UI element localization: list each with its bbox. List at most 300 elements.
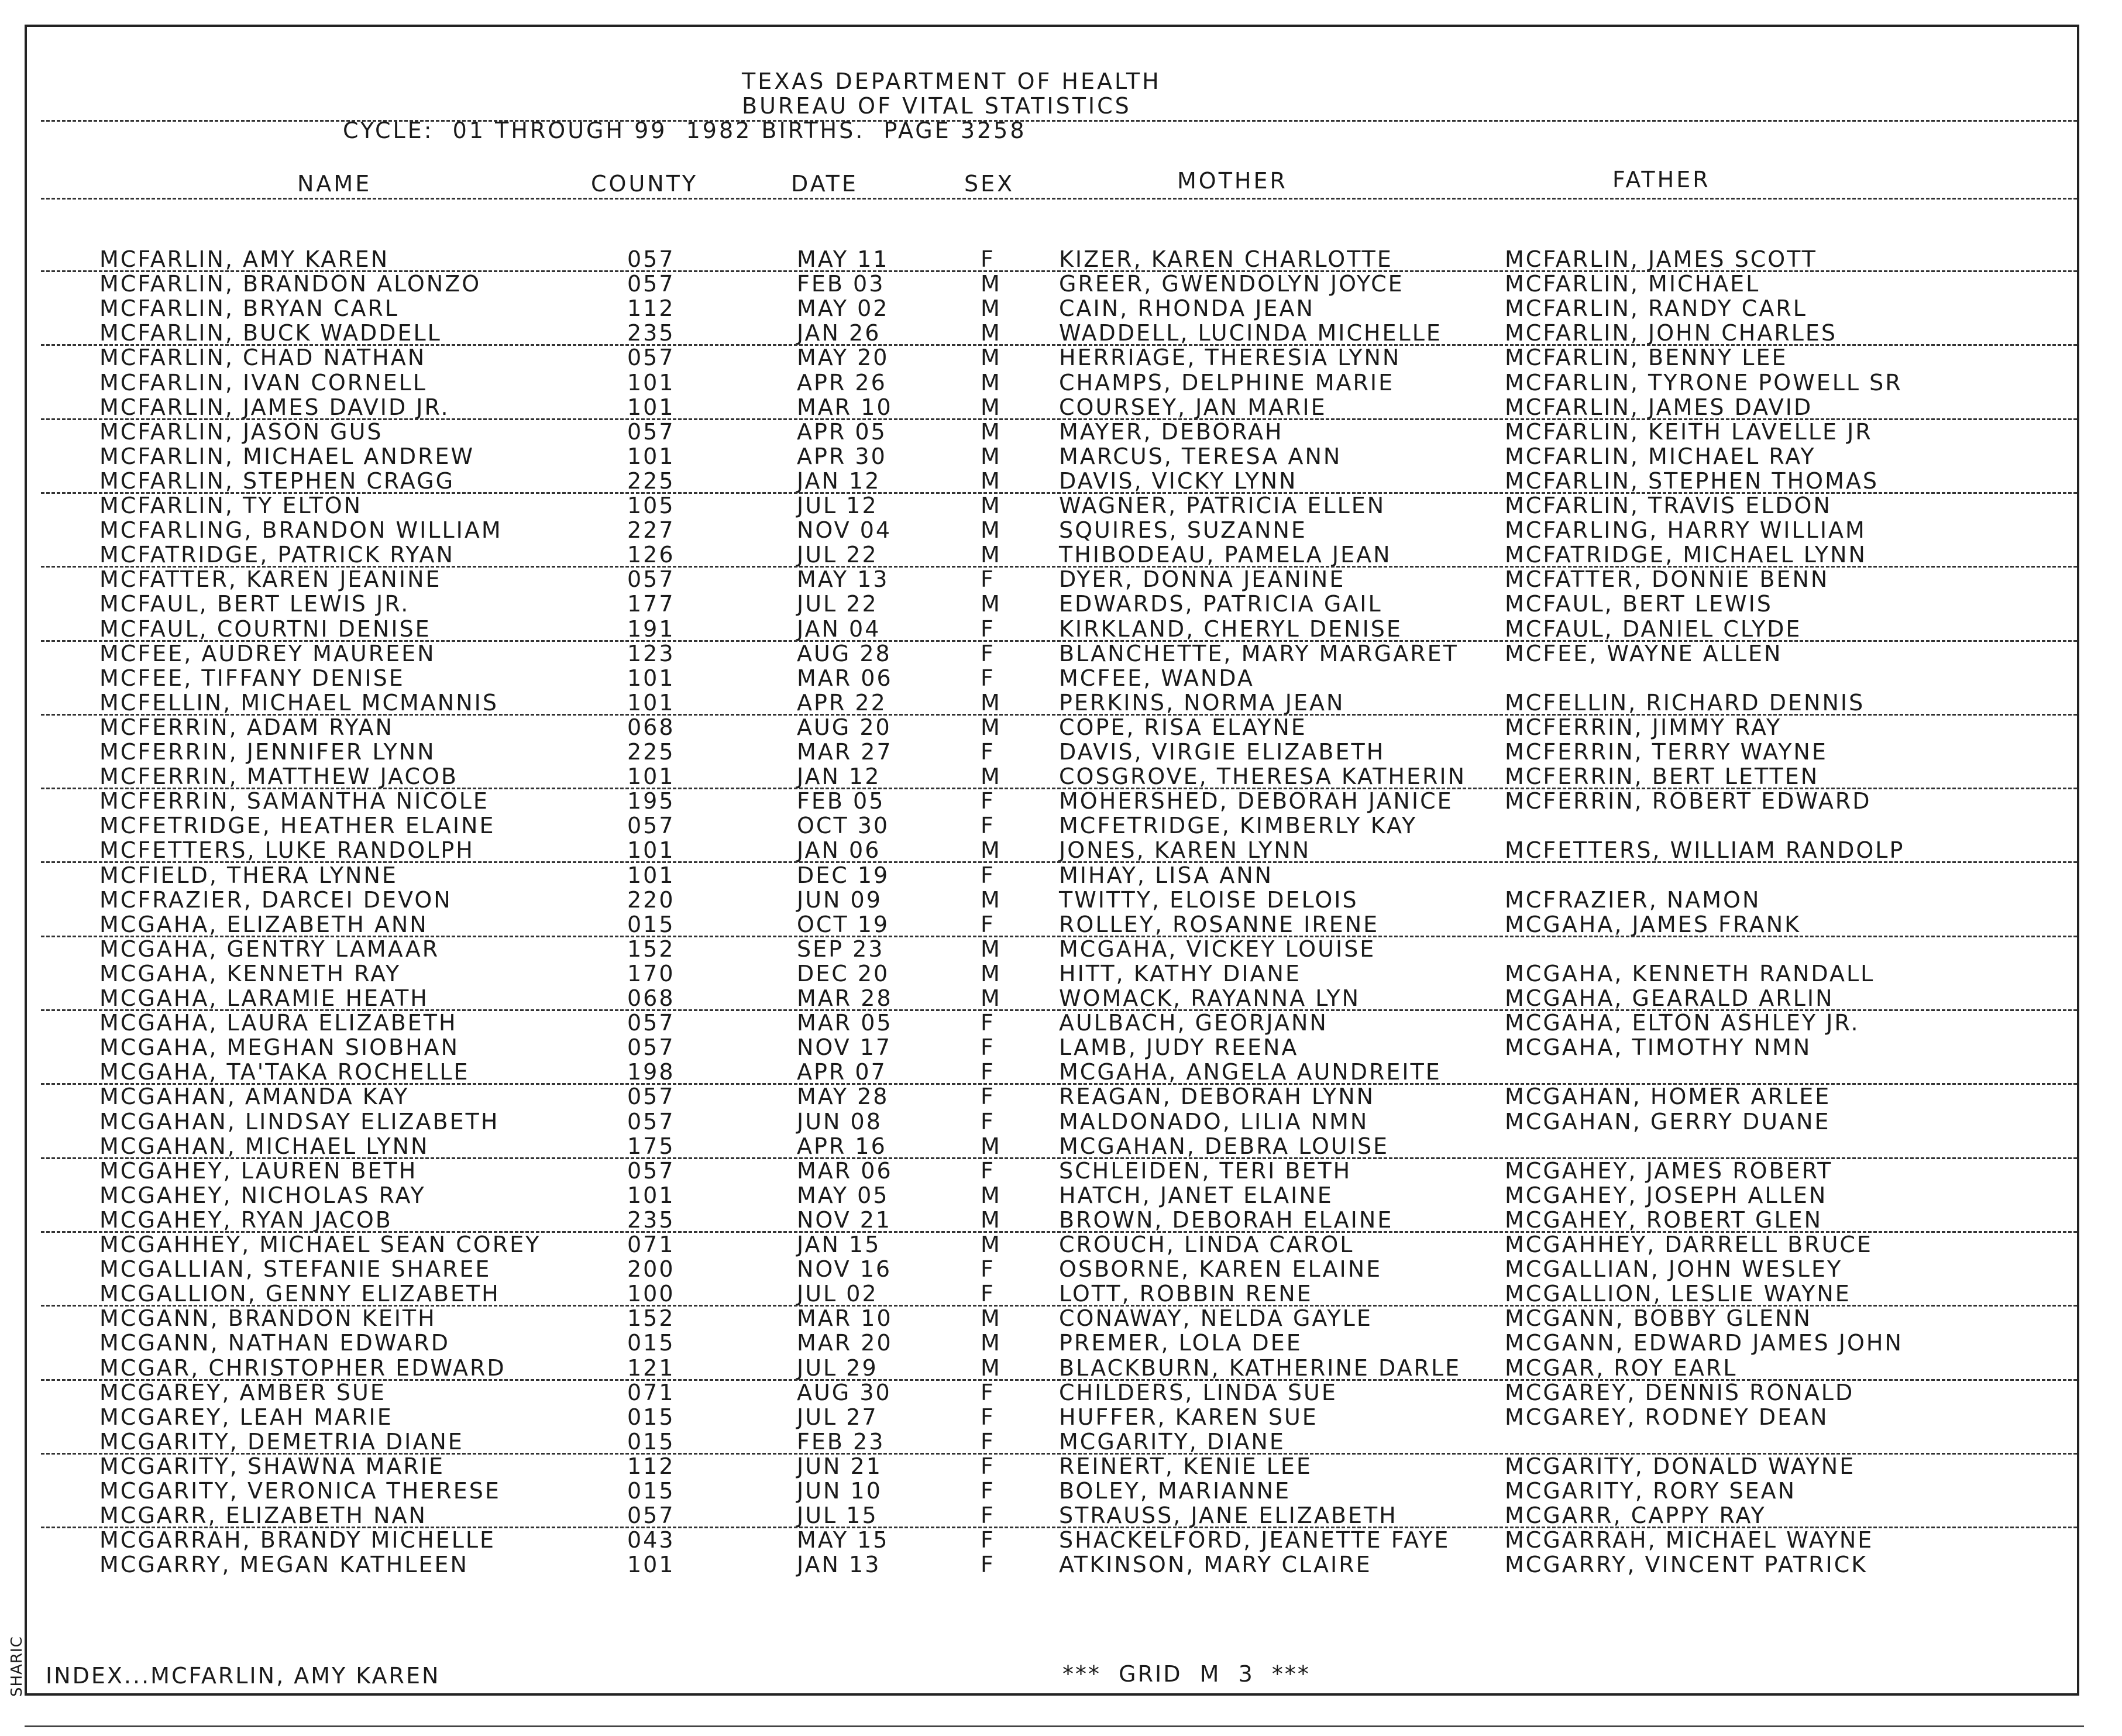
cell-sex: F: [981, 1109, 995, 1135]
cell-name: MCGARITY, DEMETRIA DIANE: [99, 1429, 464, 1455]
cell-name: MCFERRIN, JENNIFER LYNN: [99, 739, 436, 765]
col-header-county: COUNTY: [591, 171, 699, 197]
cell-sex: M: [981, 591, 1002, 617]
cell-sex: M: [981, 1232, 1002, 1257]
cell-sex: M: [981, 320, 1002, 346]
cell-name: MCFARLING, BRANDON WILLIAM: [99, 517, 503, 543]
cell-mother: WOMACK, RAYANNA LYN: [1059, 985, 1361, 1011]
cell-county: 101: [627, 837, 675, 863]
cell-father: MCGAHAN, GERRY DUANE: [1505, 1109, 1831, 1135]
cell-date: FEB 23: [797, 1429, 885, 1455]
cell-father: MCFRAZIER, NAMON: [1505, 887, 1761, 913]
cell-county: 101: [627, 862, 675, 888]
cell-name: MCGAHEY, LAUREN BETH: [99, 1158, 418, 1184]
cell-name: MCGAHAN, AMANDA KAY: [99, 1084, 410, 1109]
cell-mother: GREER, GWENDOLYN JOYCE: [1059, 271, 1404, 297]
cell-date: SEP 23: [797, 936, 885, 962]
cell-county: 057: [627, 246, 675, 272]
cell-date: NOV 04: [797, 517, 892, 543]
cell-name: MCGAHHEY, MICHAEL SEAN COREY: [99, 1232, 541, 1257]
cell-county: 101: [627, 394, 675, 420]
cell-date: JAN 12: [797, 764, 881, 789]
cell-father: MCFATRIDGE, MICHAEL LYNN: [1505, 542, 1867, 568]
cell-mother: MARCUS, TERESA ANN: [1059, 444, 1342, 469]
cell-father: MCGARRAH, MICHAEL WAYNE: [1505, 1527, 1874, 1553]
cell-mother: DAVIS, VIRGIE ELIZABETH: [1059, 739, 1385, 765]
cell-county: 057: [627, 1010, 675, 1036]
cell-county: 121: [627, 1355, 675, 1381]
cell-county: 057: [627, 1084, 675, 1109]
cell-name: MCFEE, TIFFANY DENISE: [99, 665, 405, 691]
cell-sex: M: [981, 468, 1002, 494]
cell-county: 191: [627, 616, 675, 642]
cell-county: 123: [627, 641, 675, 666]
cell-mother: MAYER, DEBORAH: [1059, 419, 1284, 445]
cell-father: MCFARLIN, RANDY CARL: [1505, 295, 1807, 321]
cell-sex: F: [981, 1453, 995, 1479]
cell-date: APR 30: [797, 444, 887, 469]
cell-date: NOV 17: [797, 1034, 892, 1060]
cell-sex: M: [981, 517, 1002, 543]
cell-date: JUN 08: [797, 1109, 882, 1135]
cell-sex: F: [981, 1552, 995, 1577]
cell-name: MCGAREY, LEAH MARIE: [99, 1404, 393, 1430]
cell-sex: M: [981, 936, 1002, 962]
col-header-sex: SEX: [964, 171, 1015, 197]
cell-name: MCGANN, NATHAN EDWARD: [99, 1330, 450, 1356]
cell-date: MAR 10: [797, 1305, 893, 1331]
cell-mother: CHAMPS, DELPHINE MARIE: [1059, 370, 1395, 396]
cell-sex: F: [981, 1256, 995, 1282]
cell-date: NOV 16: [797, 1256, 892, 1282]
cell-father: MCFAUL, BERT LEWIS: [1505, 591, 1773, 617]
cell-county: 057: [627, 1503, 675, 1528]
cell-county: 195: [627, 788, 675, 814]
cell-mother: COPE, RISA ELAYNE: [1059, 714, 1307, 740]
cell-father: MCGAREY, RODNEY DEAN: [1505, 1404, 1829, 1430]
cell-name: MCGAHA, TA'TAKA ROCHELLE: [99, 1059, 470, 1085]
cell-father: MCGAHA, ELTON ASHLEY JR.: [1505, 1010, 1860, 1036]
cell-father: MCGAHA, KENNETH RANDALL: [1505, 961, 1875, 986]
cell-name: MCGARRY, MEGAN KATHLEEN: [99, 1552, 469, 1577]
cell-sex: F: [981, 739, 995, 765]
cell-mother: KIRKLAND, CHERYL DENISE: [1059, 616, 1402, 642]
cell-mother: EDWARDS, PATRICIA GAIL: [1059, 591, 1382, 617]
cell-name: MCFARLIN, MICHAEL ANDREW: [99, 444, 475, 469]
cell-name: MCFAUL, BERT LEWIS JR.: [99, 591, 410, 617]
cell-date: MAR 10: [797, 394, 893, 420]
cell-date: OCT 30: [797, 813, 890, 838]
cell-mother: DYER, DONNA JEANINE: [1059, 566, 1346, 592]
cell-sex: M: [981, 1305, 1002, 1331]
cell-county: 057: [627, 1158, 675, 1184]
cell-name: MCGAHEY, RYAN JACOB: [99, 1207, 393, 1233]
cell-name: MCGAHA, ELIZABETH ANN: [99, 912, 428, 937]
cell-father: MCFARLIN, TYRONE POWELL SR: [1505, 370, 1903, 396]
cell-date: JUL 29: [797, 1355, 878, 1381]
col-header-date: DATE: [791, 171, 858, 197]
cell-date: MAY 02: [797, 295, 889, 321]
cell-father: MCFERRIN, ROBERT EDWARD: [1505, 788, 1872, 814]
cell-county: 057: [627, 566, 675, 592]
cell-sex: M: [981, 1207, 1002, 1233]
cell-county: 100: [627, 1281, 675, 1307]
cell-sex: F: [981, 813, 995, 838]
cell-date: MAY 05: [797, 1182, 889, 1208]
cell-mother: LOTT, ROBBIN RENE: [1059, 1281, 1313, 1307]
cell-mother: KIZER, KAREN CHARLOTTE: [1059, 246, 1393, 272]
cell-father: MCGAR, ROY EARL: [1505, 1355, 1738, 1381]
cell-county: 170: [627, 961, 675, 986]
cell-sex: F: [981, 1084, 995, 1109]
cell-sex: F: [981, 788, 995, 814]
cell-date: JAN 06: [797, 837, 881, 863]
cell-mother: OSBORNE, KAREN ELAINE: [1059, 1256, 1382, 1282]
cell-name: MCFARLIN, IVAN CORNELL: [99, 370, 427, 396]
cell-mother: COSGROVE, THERESA KATHERIN: [1059, 764, 1467, 789]
cell-name: MCFARLIN, BRANDON ALONZO: [99, 271, 482, 297]
cell-father: MCGAHAN, HOMER ARLEE: [1505, 1084, 1831, 1109]
cell-county: 057: [627, 419, 675, 445]
cell-county: 071: [627, 1232, 675, 1257]
bottom-rule: [25, 1725, 2084, 1727]
cell-county: 015: [627, 1429, 675, 1455]
cell-name: MCFIELD, THERA LYNNE: [99, 862, 398, 888]
cell-county: 068: [627, 985, 675, 1011]
cell-mother: MCFEE, WANDA: [1059, 665, 1254, 691]
cell-county: 101: [627, 444, 675, 469]
cell-name: MCFAUL, COURTNI DENISE: [99, 616, 431, 642]
cell-sex: M: [981, 961, 1002, 986]
cell-name: MCFERRIN, ADAM RYAN: [99, 714, 394, 740]
cell-date: MAR 06: [797, 665, 893, 691]
cell-father: MCFARLIN, MICHAEL: [1505, 271, 1760, 297]
cell-date: NOV 21: [797, 1207, 892, 1233]
cell-father: MCGAHEY, JOSEPH ALLEN: [1505, 1182, 1828, 1208]
cell-sex: F: [981, 1281, 995, 1307]
cell-mother: BLANCHETTE, MARY MARGARET: [1059, 641, 1459, 666]
cell-father: MCFARLIN, JAMES DAVID: [1505, 394, 1813, 420]
cell-county: 235: [627, 1207, 675, 1233]
cell-date: MAY 13: [797, 566, 889, 592]
cell-sex: M: [981, 1330, 1002, 1356]
cell-name: MCFARLIN, BUCK WADDELL: [99, 320, 442, 346]
cell-date: OCT 19: [797, 912, 890, 937]
cell-date: DEC 20: [797, 961, 890, 986]
cell-father: MCGAHA, TIMOTHY NMN: [1505, 1034, 1812, 1060]
cell-sex: F: [981, 862, 995, 888]
cell-name: MCGARRAH, BRANDY MICHELLE: [99, 1527, 496, 1553]
cell-date: DEC 19: [797, 862, 890, 888]
cell-name: MCFARLIN, BRYAN CARL: [99, 295, 399, 321]
cell-father: MCGAHHEY, DARRELL BRUCE: [1505, 1232, 1873, 1257]
cell-sex: M: [981, 690, 1002, 716]
cell-mother: MCFETRIDGE, KIMBERLY KAY: [1059, 813, 1418, 838]
cell-mother: CHILDERS, LINDA SUE: [1059, 1380, 1337, 1405]
cell-name: MCGAHEY, NICHOLAS RAY: [99, 1182, 426, 1208]
cell-sex: M: [981, 1182, 1002, 1208]
cell-father: MCGAREY, DENNIS RONALD: [1505, 1380, 1855, 1405]
cell-sex: M: [981, 444, 1002, 469]
cell-father: MCFELLIN, RICHARD DENNIS: [1505, 690, 1865, 716]
cell-father: MCGAHEY, JAMES ROBERT: [1505, 1158, 1833, 1184]
cell-name: MCGAHA, LAURA ELIZABETH: [99, 1010, 458, 1036]
cell-mother: MCGAHA, ANGELA AUNDREITE: [1059, 1059, 1442, 1085]
cell-name: MCFARLIN, AMY KAREN: [99, 246, 390, 272]
cell-mother: PERKINS, NORMA JEAN: [1059, 690, 1345, 716]
cell-county: 235: [627, 320, 675, 346]
cell-county: 112: [627, 1453, 675, 1479]
cell-date: AUG 30: [797, 1380, 892, 1405]
cell-county: 105: [627, 493, 675, 518]
cell-date: JAN 12: [797, 468, 881, 494]
cell-name: MCGANN, BRANDON KEITH: [99, 1305, 436, 1331]
cell-date: JUL 22: [797, 542, 878, 568]
cell-mother: HITT, KATHY DIANE: [1059, 961, 1301, 986]
cell-county: 220: [627, 887, 675, 913]
cell-sex: M: [981, 764, 1002, 789]
cell-name: MCGARITY, SHAWNA MARIE: [99, 1453, 445, 1479]
cell-date: JAN 15: [797, 1232, 881, 1257]
cell-father: MCFARLIN, TRAVIS ELDON: [1505, 493, 1832, 518]
col-header-name: NAME: [297, 171, 372, 197]
cell-father: MCGARITY, RORY SEAN: [1505, 1478, 1797, 1504]
cell-county: 175: [627, 1133, 675, 1159]
cell-county: 015: [627, 1478, 675, 1504]
cell-county: 043: [627, 1527, 675, 1553]
cell-name: MCFELLIN, MICHAEL MCMANNIS: [99, 690, 498, 716]
cell-mother: PREMER, LOLA DEE: [1059, 1330, 1302, 1356]
cell-name: MCGARITY, VERONICA THERESE: [99, 1478, 501, 1504]
cell-sex: M: [981, 370, 1002, 396]
cell-mother: THIBODEAU, PAMELA JEAN: [1059, 542, 1392, 568]
cell-father: MCGANN, EDWARD JAMES JOHN: [1505, 1330, 1903, 1356]
footer-index: INDEX...MCFARLIN, AMY KAREN: [46, 1663, 441, 1689]
cell-sex: M: [981, 887, 1002, 913]
cell-sex: F: [981, 1527, 995, 1553]
cell-county: 152: [627, 1305, 675, 1331]
footer-grid: *** GRID M 3 ***: [1062, 1661, 1311, 1687]
cell-mother: MIHAY, LISA ANN: [1059, 862, 1274, 888]
cell-mother: COURSEY, JAN MARIE: [1059, 394, 1327, 420]
cell-date: MAY 20: [797, 345, 889, 370]
cell-date: MAY 11: [797, 246, 889, 272]
cell-date: MAY 15: [797, 1527, 889, 1553]
cell-mother: MCGAHAN, DEBRA LOUISE: [1059, 1133, 1390, 1159]
cell-father: MCFARLIN, JAMES SCOTT: [1505, 246, 1817, 272]
cell-father: MCFATTER, DONNIE BENN: [1505, 566, 1829, 592]
cell-mother: CROUCH, LINDA CAROL: [1059, 1232, 1354, 1257]
cell-name: MCFERRIN, SAMANTHA NICOLE: [99, 788, 489, 814]
cell-name: MCFATTER, KAREN JEANINE: [99, 566, 442, 592]
cell-mother: MCGAHA, VICKEY LOUISE: [1059, 936, 1376, 962]
cell-county: 057: [627, 1109, 675, 1135]
cell-mother: SCHLEIDEN, TERI BETH: [1059, 1158, 1352, 1184]
cell-sex: M: [981, 1133, 1002, 1159]
cell-mother: ROLLEY, ROSANNE IRENE: [1059, 912, 1380, 937]
cell-mother: MCGARITY, DIANE: [1059, 1429, 1285, 1455]
cell-name: MCGAR, CHRISTOPHER EDWARD: [99, 1355, 506, 1381]
cell-sex: F: [981, 1010, 995, 1036]
cell-sex: F: [981, 1059, 995, 1085]
cell-county: 057: [627, 813, 675, 838]
cell-name: MCFARLIN, STEPHEN CRAGG: [99, 468, 455, 494]
cell-mother: WAGNER, PATRICIA ELLEN: [1059, 493, 1386, 518]
cell-father: MCGANN, BOBBY GLENN: [1505, 1305, 1812, 1331]
cell-name: MCFARLIN, CHAD NATHAN: [99, 345, 427, 370]
cell-mother: REAGAN, DEBORAH LYNN: [1059, 1084, 1375, 1109]
cell-name: MCFATRIDGE, PATRICK RYAN: [99, 542, 455, 568]
cell-father: MCFARLIN, BENNY LEE: [1505, 345, 1788, 370]
cell-name: MCGALLIAN, STEFANIE SHAREE: [99, 1256, 491, 1282]
cell-mother: WADDELL, LUCINDA MICHELLE: [1059, 320, 1442, 346]
cell-date: AUG 20: [797, 714, 892, 740]
cell-name: MCGAHA, GENTRY LAMAAR: [99, 936, 440, 962]
cell-father: MCFARLING, HARRY WILLIAM: [1505, 517, 1866, 543]
cell-county: 071: [627, 1380, 675, 1405]
cell-county: 015: [627, 912, 675, 937]
cell-father: MCGALLION, LESLIE WAYNE: [1505, 1281, 1851, 1307]
cell-mother: LAMB, JUDY REENA: [1059, 1034, 1299, 1060]
cell-date: APR 05: [797, 419, 887, 445]
cell-county: 015: [627, 1330, 675, 1356]
cell-county: 101: [627, 690, 675, 716]
cell-county: 101: [627, 665, 675, 691]
cell-father: MCFERRIN, BERT LETTEN: [1505, 764, 1820, 789]
cell-mother: STRAUSS, JANE ELIZABETH: [1059, 1503, 1398, 1528]
cell-mother: MOHERSHED, DEBORAH JANICE: [1059, 788, 1453, 814]
cell-mother: SHACKELFORD, JEANETTE FAYE: [1059, 1527, 1450, 1553]
cell-date: FEB 05: [797, 788, 885, 814]
cell-father: MCGAHEY, ROBERT GLEN: [1505, 1207, 1823, 1233]
cell-county: 227: [627, 517, 675, 543]
cell-mother: BLACKBURN, KATHERINE DARLE: [1059, 1355, 1461, 1381]
cell-date: APR 16: [797, 1133, 887, 1159]
header-agency: TEXAS DEPARTMENT OF HEALTH: [742, 68, 1161, 94]
cell-name: MCFARLIN, JASON GUS: [99, 419, 383, 445]
cell-date: MAY 28: [797, 1084, 889, 1109]
cell-mother: CONAWAY, NELDA GAYLE: [1059, 1305, 1373, 1331]
cell-name: MCFARLIN, TY ELTON: [99, 493, 363, 518]
cell-sex: F: [981, 1380, 995, 1405]
cell-sex: F: [981, 566, 995, 592]
side-label: SHARIC: [8, 1636, 26, 1697]
cell-name: MCGAHA, LARAMIE HEATH: [99, 985, 429, 1011]
cell-county: 101: [627, 1552, 675, 1577]
cell-father: MCFERRIN, JIMMY RAY: [1505, 714, 1782, 740]
cell-sex: F: [981, 1034, 995, 1060]
cell-county: 200: [627, 1256, 675, 1282]
cell-sex: F: [981, 641, 995, 666]
cell-sex: F: [981, 246, 995, 272]
cell-sex: M: [981, 271, 1002, 297]
cell-father: MCFETTERS, WILLIAM RANDOLP: [1505, 837, 1905, 863]
cell-sex: M: [981, 394, 1002, 420]
cell-father: MCFARLIN, STEPHEN THOMAS: [1505, 468, 1879, 494]
cell-name: MCFRAZIER, DARCEI DEVON: [99, 887, 452, 913]
cell-name: MCFARLIN, JAMES DAVID JR.: [99, 394, 450, 420]
cell-county: 112: [627, 295, 675, 321]
cell-mother: HATCH, JANET ELAINE: [1059, 1182, 1333, 1208]
cell-sex: M: [981, 295, 1002, 321]
cell-date: MAR 05: [797, 1010, 893, 1036]
cell-date: FEB 03: [797, 271, 885, 297]
cell-father: MCGARR, CAPPY RAY: [1505, 1503, 1766, 1528]
cell-name: MCGAHAN, MICHAEL LYNN: [99, 1133, 429, 1159]
cell-county: 126: [627, 542, 675, 568]
cell-date: MAR 20: [797, 1330, 893, 1356]
cell-father: MCGAHA, GEARALD ARLIN: [1505, 985, 1834, 1011]
cell-county: 225: [627, 468, 675, 494]
cell-sex: F: [981, 912, 995, 937]
cell-date: JUL 27: [797, 1404, 878, 1430]
cell-mother: BOLEY, MARIANNE: [1059, 1478, 1291, 1504]
cell-father: MCFERRIN, TERRY WAYNE: [1505, 739, 1828, 765]
cell-sex: M: [981, 1355, 1002, 1381]
cell-mother: REINERT, KENIE LEE: [1059, 1453, 1312, 1479]
col-header-mother: MOTHER: [1177, 168, 1288, 194]
cell-father: MCFARLIN, MICHAEL RAY: [1505, 444, 1816, 469]
cell-sex: M: [981, 837, 1002, 863]
cell-date: JUL 15: [797, 1503, 878, 1528]
cell-date: JUL 12: [797, 493, 878, 518]
cell-name: MCFERRIN, MATTHEW JACOB: [99, 764, 458, 789]
cell-name: MCGAHA, KENNETH RAY: [99, 961, 401, 986]
cell-county: 225: [627, 739, 675, 765]
cell-name: MCFEE, AUDREY MAUREEN: [99, 641, 436, 666]
cell-sex: M: [981, 714, 1002, 740]
cell-mother: SQUIRES, SUZANNE: [1059, 517, 1307, 543]
cell-name: MCGALLION, GENNY ELIZABETH: [99, 1281, 500, 1307]
cell-county: 152: [627, 936, 675, 962]
cell-mother: MALDONADO, LILIA NMN: [1059, 1109, 1369, 1135]
cell-county: 057: [627, 1034, 675, 1060]
cell-father: MCGALLIAN, JOHN WESLEY: [1505, 1256, 1843, 1282]
cell-date: MAR 06: [797, 1158, 893, 1184]
cell-sex: F: [981, 1404, 995, 1430]
cell-mother: DAVIS, VICKY LYNN: [1059, 468, 1298, 494]
cell-date: MAR 27: [797, 739, 893, 765]
cell-sex: M: [981, 985, 1002, 1011]
cell-county: 101: [627, 1182, 675, 1208]
cell-name: MCGARR, ELIZABETH NAN: [99, 1503, 427, 1528]
cell-name: MCGAHA, MEGHAN SIOBHAN: [99, 1034, 460, 1060]
header-bureau: BUREAU OF VITAL STATISTICS: [742, 93, 1131, 119]
col-header-father: FATHER: [1612, 167, 1711, 192]
cell-sex: F: [981, 1429, 995, 1455]
cell-county: 101: [627, 764, 675, 789]
cell-county: 177: [627, 591, 675, 617]
cell-mother: ATKINSON, MARY CLAIRE: [1059, 1552, 1372, 1577]
cell-county: 198: [627, 1059, 675, 1085]
cell-county: 057: [627, 271, 675, 297]
cell-date: JAN 26: [797, 320, 881, 346]
cell-father: MCFAUL, DANIEL CLYDE: [1505, 616, 1802, 642]
cell-date: JUL 02: [797, 1281, 878, 1307]
cell-date: JUN 21: [797, 1453, 882, 1479]
cell-sex: F: [981, 665, 995, 691]
cell-date: MAR 28: [797, 985, 893, 1011]
cell-name: MCGAHAN, LINDSAY ELIZABETH: [99, 1109, 500, 1135]
cell-father: MCFEE, WAYNE ALLEN: [1505, 641, 1783, 666]
cell-sex: M: [981, 542, 1002, 568]
cell-date: JUN 10: [797, 1478, 882, 1504]
cell-sex: M: [981, 345, 1002, 370]
cell-mother: HUFFER, KAREN SUE: [1059, 1404, 1318, 1430]
cell-date: JAN 04: [797, 616, 881, 642]
cell-father: MCFARLIN, KEITH LAVELLE JR: [1505, 419, 1873, 445]
cell-date: AUG 28: [797, 641, 892, 666]
